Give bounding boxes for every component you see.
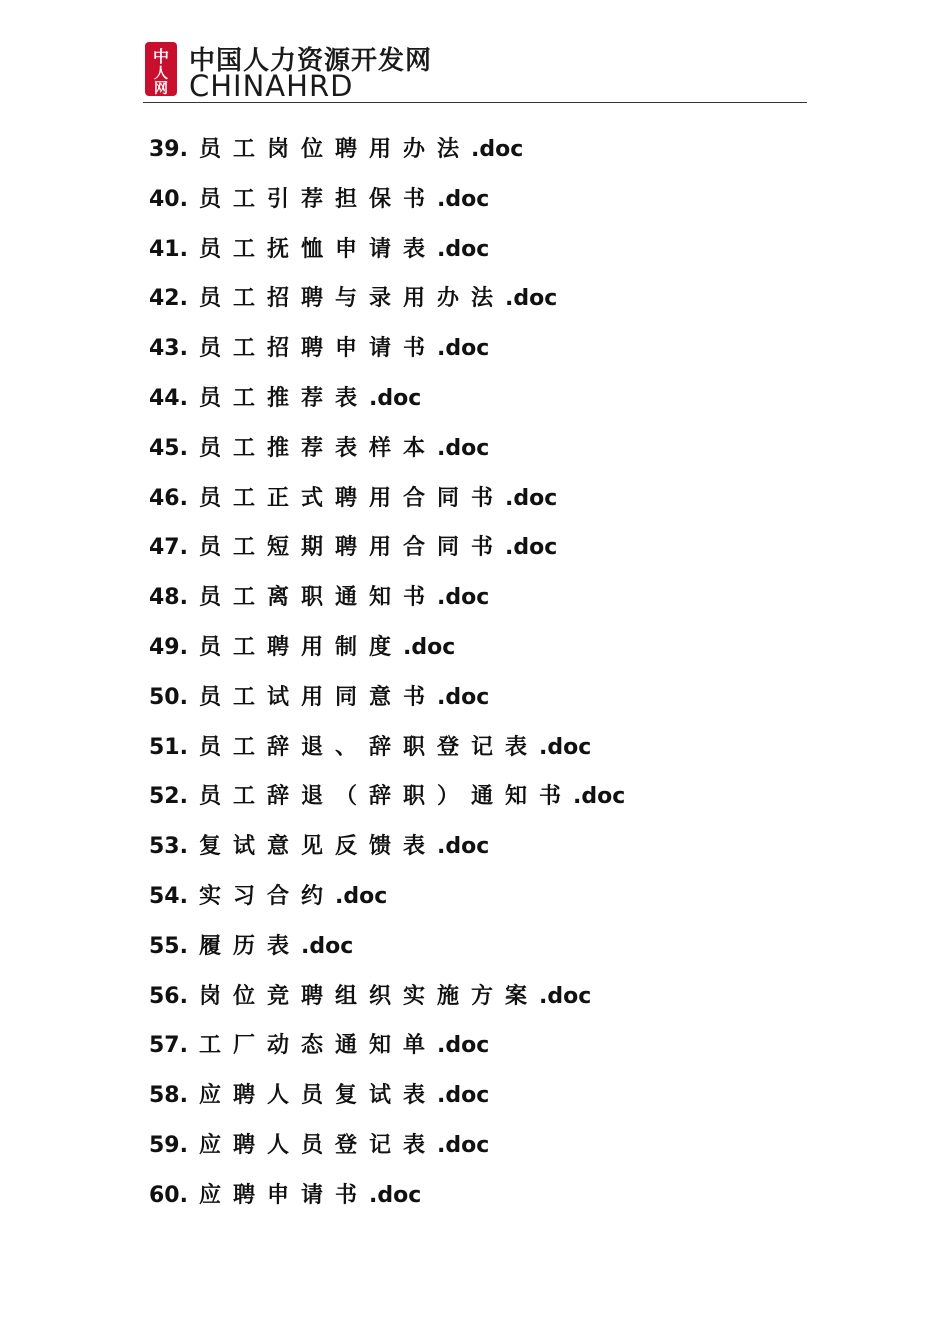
item-number: 51.: [149, 734, 188, 760]
item-number: 55.: [149, 933, 188, 959]
item-number: 48.: [149, 585, 188, 611]
item-extension: .doc: [369, 1182, 422, 1208]
item-extension: .doc: [437, 1083, 490, 1109]
item-title: 应聘人员登记表: [199, 1132, 438, 1158]
item-extension: .doc: [335, 883, 388, 909]
item-number: 45.: [149, 435, 188, 461]
item-number: 56.: [149, 983, 188, 1009]
item-title: 应聘申请书: [199, 1182, 370, 1208]
item-extension: .doc: [505, 286, 558, 312]
list-item: [149, 330, 625, 380]
item-title: 员工引荐担保书: [199, 186, 438, 212]
list-item: [149, 1027, 625, 1077]
item-number: 58.: [149, 1083, 188, 1109]
item-extension: .doc: [437, 1132, 490, 1158]
brand-name-chinese: 中国人力资源开发网: [189, 46, 433, 76]
item-title: 应聘人员复试表: [199, 1083, 438, 1109]
page-header: [143, 38, 807, 103]
list-item: [149, 1127, 625, 1177]
item-number: 50.: [149, 684, 188, 710]
item-title: 工厂动态通知单: [199, 1033, 438, 1059]
list-item: [149, 181, 625, 231]
item-extension: .doc: [471, 137, 524, 162]
list-item: [149, 828, 625, 878]
item-extension: .doc: [505, 535, 558, 561]
list-item: [149, 529, 625, 579]
list-item: [149, 131, 625, 181]
item-title: 员工岗位聘用办法: [199, 137, 472, 162]
list-item: [149, 430, 625, 480]
list-item: [149, 1077, 625, 1127]
item-extension: .doc: [573, 784, 626, 810]
list-item: [149, 679, 625, 729]
list-item: [149, 480, 625, 530]
item-number: 60.: [149, 1182, 188, 1208]
item-number: 43.: [149, 336, 188, 362]
svg-text:中: 中: [152, 47, 170, 66]
item-title: 员工推荐表: [199, 385, 370, 411]
list-item: [149, 579, 625, 629]
item-extension: .doc: [437, 435, 490, 461]
item-title: 员工招聘与录用办法: [199, 286, 506, 312]
item-extension: .doc: [437, 684, 490, 710]
item-title: 员工短期聘用合同书: [199, 535, 506, 561]
item-extension: .doc: [403, 634, 456, 660]
item-number: 52.: [149, 784, 188, 810]
list-item: [149, 280, 625, 330]
item-extension: .doc: [437, 834, 490, 860]
svg-text:人: 人: [154, 66, 168, 82]
item-number: 57.: [149, 1033, 188, 1059]
item-title: 员工抚恤申请表: [199, 236, 438, 262]
document-list: [149, 131, 625, 1227]
list-item: [149, 978, 625, 1028]
list-item: [149, 380, 625, 430]
item-number: 49.: [149, 634, 188, 660]
list-item: [149, 629, 625, 679]
item-number: 59.: [149, 1132, 188, 1158]
item-number: 41.: [149, 236, 188, 262]
item-number: 42.: [149, 286, 188, 312]
item-extension: .doc: [301, 933, 354, 959]
item-title: 员工试用同意书: [199, 684, 438, 710]
item-number: 40.: [149, 186, 188, 212]
item-number: 47.: [149, 535, 188, 561]
item-extension: .doc: [369, 385, 422, 411]
item-title: 复试意见反馈表: [199, 834, 438, 860]
item-extension: .doc: [437, 186, 490, 212]
svg-text:网: 网: [154, 81, 168, 97]
list-item: [149, 1177, 625, 1227]
item-title: 员工辞退（辞职）通知书: [199, 784, 574, 810]
item-title: 履历表: [199, 933, 302, 959]
item-number: 53.: [149, 834, 188, 860]
item-extension: .doc: [437, 236, 490, 262]
item-title: 员工辞退、辞职登记表: [199, 734, 540, 760]
brand-name-english: CHINAHRD: [189, 69, 354, 103]
chinahrd-seal-icon: [143, 40, 179, 98]
item-number: 54.: [149, 883, 188, 909]
item-extension: .doc: [437, 336, 490, 362]
item-extension: .doc: [505, 485, 558, 511]
item-title: 员工离职通知书: [199, 585, 438, 611]
item-number: 39.: [149, 137, 188, 162]
item-title: 员工聘用制度: [199, 634, 404, 660]
item-number: 46.: [149, 485, 188, 511]
item-title: 岗位竞聘组织实施方案: [199, 983, 540, 1009]
item-title: 员工推荐表样本: [199, 435, 438, 461]
list-item: [149, 778, 625, 828]
list-item: [149, 729, 625, 779]
list-item: [149, 231, 625, 281]
item-extension: .doc: [437, 585, 490, 611]
list-item: [149, 928, 625, 978]
item-extension: .doc: [437, 1033, 490, 1059]
item-title: 员工正式聘用合同书: [199, 485, 506, 511]
list-item: [149, 878, 625, 928]
item-extension: .doc: [539, 734, 592, 760]
item-number: 44.: [149, 385, 188, 411]
item-extension: .doc: [539, 983, 592, 1009]
item-title: 实习合约: [199, 883, 336, 909]
item-title: 员工招聘申请书: [199, 336, 438, 362]
